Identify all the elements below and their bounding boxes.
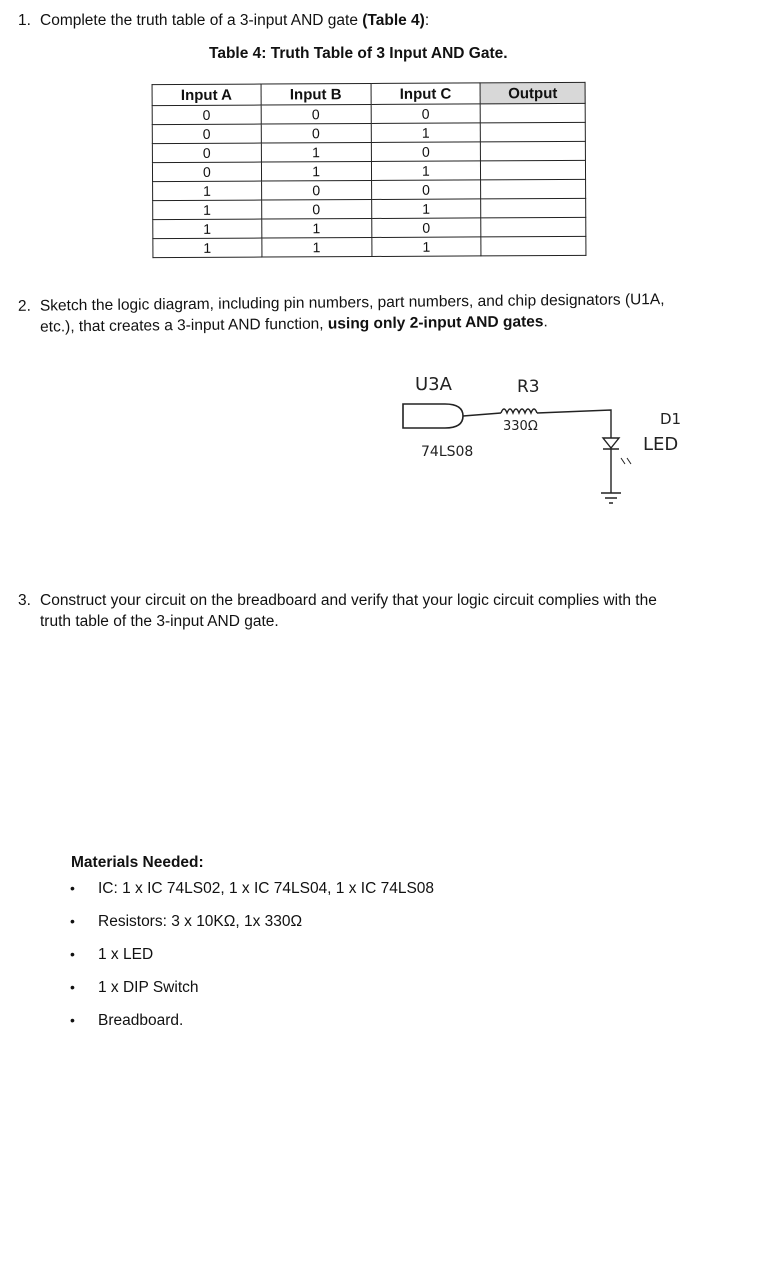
- led-light-arrows: [621, 458, 631, 464]
- table-row: [152, 160, 585, 181]
- gate-output-wire: [463, 413, 501, 416]
- question-1-suffix: :: [424, 12, 430, 29]
- material-text: 1 x DIP Switch: [98, 979, 199, 996]
- cell-output[interactable]: [481, 217, 586, 237]
- cell-input-b: 1: [261, 161, 371, 181]
- cell-input-a: 1: [153, 219, 262, 239]
- question-3-line2: truth table of the 3-input AND gate.: [40, 613, 279, 630]
- gate-designator-label: U3A: [415, 374, 452, 395]
- cell-input-c: 1: [371, 161, 481, 181]
- table-row: [152, 103, 585, 124]
- led-label: LED: [643, 434, 679, 455]
- cell-input-b: 0: [261, 123, 371, 143]
- question-2-number: 2.: [17, 297, 31, 315]
- table-row: [152, 122, 585, 143]
- question-1: [18, 10, 429, 31]
- cell-input-b: 1: [261, 142, 371, 162]
- materials-list: [70, 880, 434, 1045]
- cell-input-c: 1: [371, 237, 481, 257]
- table-caption: Table 4: Truth Table of 3 Input AND Gate.: [209, 45, 508, 62]
- cell-input-b: 1: [262, 237, 372, 257]
- question-2-suffix: .: [543, 313, 548, 331]
- cell-input-b: 0: [261, 180, 371, 200]
- material-text: IC: 1 x IC 74LS02, 1 x IC 74LS04, 1 x IC 74LS08: [98, 880, 435, 897]
- cell-output[interactable]: [481, 198, 586, 218]
- table-row: [153, 179, 586, 200]
- and-gate-symbol: [403, 404, 463, 428]
- bullet-icon: •: [70, 979, 75, 995]
- cell-input-b: 0: [261, 104, 371, 124]
- table-row: [153, 236, 586, 257]
- question-2-line2: etc.), that creates a 3-input AND function,: [40, 315, 328, 336]
- bullet-icon: •: [70, 880, 75, 896]
- table-row: [152, 141, 585, 162]
- cell-input-b: 1: [261, 218, 371, 238]
- cell-input-a: 0: [152, 162, 261, 182]
- resistor-symbol: [501, 409, 537, 413]
- list-item: [70, 979, 434, 1012]
- question-1-number: 1.: [18, 12, 31, 29]
- material-text: Breadboard.: [98, 1012, 184, 1029]
- list-item: [70, 880, 434, 913]
- cell-output[interactable]: [481, 122, 586, 142]
- question-3: [18, 590, 748, 632]
- header-input-b: Input B: [261, 83, 371, 105]
- resistor-designator-label: R3: [517, 377, 540, 397]
- question-1-table-ref: (Table 4): [362, 12, 425, 29]
- list-item: [70, 1012, 434, 1045]
- question-3-number: 3.: [18, 592, 31, 609]
- cell-input-a: 0: [152, 124, 261, 144]
- led-designator-label: D1: [660, 410, 682, 428]
- question-2-line1: Sketch the logic diagram, including pin numbers, part numbers, and chip designators (U1A,: [39, 291, 665, 315]
- cell-input-a: 1: [153, 181, 262, 201]
- question-2-emphasis: using only 2-input AND gates: [327, 313, 544, 333]
- header-input-a: Input A: [152, 84, 261, 106]
- bullet-icon: •: [70, 946, 75, 962]
- list-item: [70, 913, 434, 946]
- question-1-text: Complete the truth table of a 3-input AND gate: [40, 12, 363, 29]
- ground-symbol: [601, 493, 621, 503]
- bullet-icon: •: [70, 913, 75, 929]
- bullet-icon: •: [70, 1012, 75, 1028]
- cell-input-a: 1: [153, 200, 262, 220]
- cell-input-a: 0: [152, 105, 261, 125]
- cell-input-a: 0: [152, 143, 261, 163]
- cell-input-c: 0: [371, 180, 481, 200]
- cell-input-c: 0: [371, 104, 481, 124]
- list-item: [70, 946, 434, 979]
- led-symbol: [603, 438, 619, 449]
- resistor-value-label: 330Ω: [503, 419, 538, 434]
- material-text: Resistors: 3 x 10KΩ, 1x 330Ω: [98, 913, 303, 930]
- cell-output[interactable]: [481, 141, 586, 161]
- cell-output[interactable]: [481, 103, 586, 123]
- cell-output[interactable]: [481, 160, 586, 180]
- handwritten-circuit-sketch: [395, 368, 705, 518]
- table-header-row: [152, 82, 585, 105]
- cell-output[interactable]: [481, 179, 586, 199]
- materials-title: Materials Needed:: [71, 854, 204, 871]
- cell-input-c: 1: [371, 123, 481, 143]
- cell-input-c: 0: [371, 142, 481, 162]
- cell-input-c: 0: [371, 218, 481, 238]
- table-row: [153, 217, 586, 238]
- question-3-line1: Construct your circuit on the breadboard and verify that your logic circuit complies with the: [40, 592, 657, 609]
- table-row: [153, 198, 586, 219]
- question-2: [18, 288, 748, 338]
- cell-input-a: 1: [153, 238, 262, 258]
- cell-output[interactable]: [481, 236, 586, 256]
- material-text: 1 x LED: [98, 946, 154, 963]
- truth-table: [152, 82, 587, 258]
- part-number-label: 74LS08: [421, 444, 474, 460]
- cell-input-c: 1: [371, 199, 481, 219]
- header-output: Output: [480, 82, 585, 104]
- header-input-c: Input C: [371, 83, 481, 105]
- led-wire: [537, 410, 611, 438]
- cell-input-b: 0: [261, 199, 371, 219]
